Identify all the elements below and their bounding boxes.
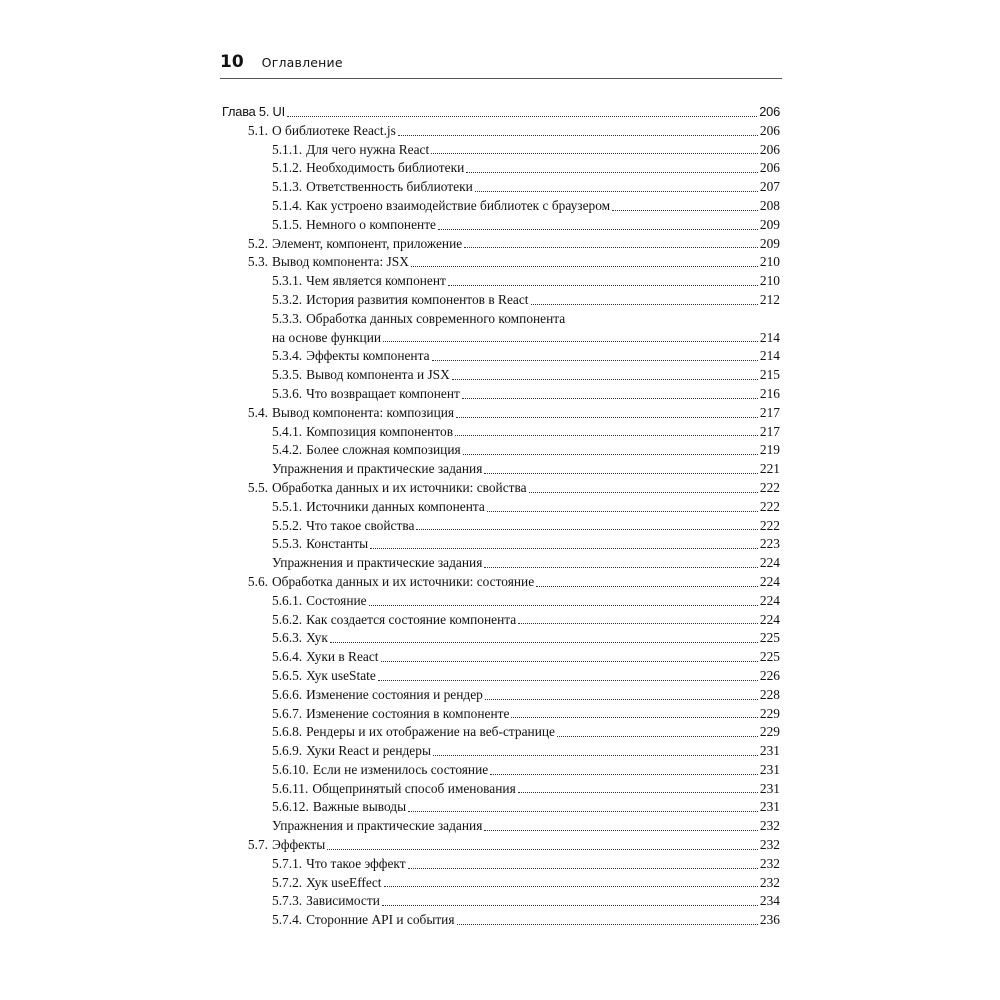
toc-entry bbox=[222, 479, 780, 498]
toc-entry-title: Вывод компонента: композиция bbox=[272, 404, 455, 420]
toc-entry bbox=[222, 780, 780, 799]
toc-entry-title: Упражнения и практические задания bbox=[272, 461, 483, 477]
toc-entry bbox=[222, 535, 780, 554]
toc-entry-title: Изменение состояния в компоненте bbox=[306, 705, 510, 721]
toc-entry-title: Важные выводы bbox=[312, 799, 407, 815]
toc-entry-page: 216 bbox=[759, 385, 780, 401]
toc-entry-number: 5.6.12. bbox=[272, 799, 309, 815]
toc-leader-dots bbox=[466, 172, 758, 173]
toc-entry-number: 5.6.11. bbox=[272, 780, 309, 796]
toc-entry-number: 5.5.3. bbox=[272, 536, 303, 552]
toc-leader-dots bbox=[529, 492, 758, 493]
toc-entry bbox=[222, 366, 780, 385]
toc-leader-dots bbox=[398, 135, 758, 136]
toc-entry bbox=[222, 517, 780, 536]
toc-entry-title: Более сложная композиция bbox=[306, 442, 461, 458]
toc-entry-number: 5.4.1. bbox=[272, 423, 303, 439]
toc-entry-page: 229 bbox=[759, 724, 780, 740]
toc-entry bbox=[222, 836, 780, 855]
toc-entry-page: 225 bbox=[759, 649, 780, 665]
toc-entry-title: Композиция компонентов bbox=[306, 423, 454, 439]
toc-leader-dots bbox=[475, 191, 758, 192]
toc-leader-dots bbox=[485, 699, 758, 700]
toc-entry bbox=[222, 742, 780, 761]
toc-entry-page: 231 bbox=[759, 743, 780, 759]
toc-entry-number: 5.6.4. bbox=[272, 649, 303, 665]
toc-entry-title: Что такое свойства bbox=[306, 517, 415, 533]
toc-entry-number: 5.6.10. bbox=[272, 761, 309, 777]
toc-entry bbox=[222, 385, 780, 404]
toc-leader-dots bbox=[408, 811, 758, 812]
toc-entry-page: 222 bbox=[759, 498, 780, 514]
toc-entry-title: Обработка данных современного компонента bbox=[306, 310, 566, 326]
toc-entry-title: Упражнения и практические задания bbox=[272, 818, 483, 834]
toc-entry bbox=[222, 573, 780, 592]
toc-leader-dots bbox=[511, 717, 757, 718]
toc-entry-title: Как устроено взаимодействие библиотек с браузером bbox=[306, 197, 611, 213]
toc-entry-number: 5.7.4. bbox=[272, 912, 303, 928]
toc-entry-page: 224 bbox=[759, 592, 780, 608]
toc-entry-title: Немного о компоненте bbox=[306, 216, 437, 232]
toc-leader-dots bbox=[369, 605, 758, 606]
toc-entry-number: 5.6.1. bbox=[272, 592, 303, 608]
toc-entry-number: 5.5.1. bbox=[272, 498, 303, 514]
toc-entry-page: 207 bbox=[759, 179, 780, 195]
toc-entry-number: 5.1.5. bbox=[272, 216, 303, 232]
toc-leader-dots bbox=[438, 229, 758, 230]
toc-leader-dots bbox=[382, 905, 758, 906]
toc-entry-title: Хук useEffect bbox=[306, 874, 382, 890]
toc-entry-title: Хуки в React bbox=[306, 649, 379, 665]
toc-leader-dots bbox=[455, 435, 758, 436]
toc-entry-number: 5.7. bbox=[247, 837, 268, 853]
toc-entry-page: 210 bbox=[759, 273, 780, 289]
toc-entry-page: 214 bbox=[759, 348, 780, 364]
toc-leader-dots bbox=[452, 379, 758, 380]
toc-leader-dots bbox=[536, 586, 758, 587]
toc-entry-title: Изменение состояния и рендер bbox=[306, 686, 483, 702]
toc-entry-title: Обработка данных и их источники: свойства bbox=[272, 479, 527, 495]
toc-entry-title: Источники данных компонента bbox=[306, 498, 485, 514]
toc-entry bbox=[222, 911, 780, 930]
toc-entry bbox=[222, 441, 780, 460]
toc-entry-title: Вывод компонента и JSX bbox=[306, 367, 450, 383]
toc-entry bbox=[222, 347, 780, 366]
toc-entry-title: Хук bbox=[306, 630, 328, 646]
toc-entry-number: 5.5.2. bbox=[272, 517, 303, 533]
toc-entry-title: Зависимости bbox=[306, 893, 380, 909]
toc-leader-dots bbox=[484, 567, 758, 568]
toc-entry-page: 208 bbox=[759, 197, 780, 213]
toc-entry bbox=[222, 498, 780, 517]
toc-entry bbox=[222, 611, 780, 630]
toc-leader-dots bbox=[431, 153, 758, 154]
toc-entry-page: 232 bbox=[759, 874, 780, 890]
page-header bbox=[220, 52, 782, 76]
toc-entry bbox=[222, 216, 780, 235]
toc-leader-dots bbox=[416, 529, 757, 530]
toc-entry-title: Упражнения и практические задания bbox=[272, 555, 483, 571]
toc-entry bbox=[222, 235, 780, 254]
toc-entry-page: 224 bbox=[759, 573, 780, 589]
toc-entry-number: 5.1.4. bbox=[272, 197, 303, 213]
toc-entry-page: 221 bbox=[759, 461, 780, 477]
toc-leader-dots bbox=[408, 868, 758, 869]
toc-entry-number: 5.3.4. bbox=[272, 348, 303, 364]
toc-entry bbox=[222, 892, 780, 911]
toc-entry-number: 5.3.3. bbox=[272, 310, 303, 326]
toc-entry-title: Глава 5. UI bbox=[222, 104, 285, 119]
toc-entry bbox=[222, 554, 780, 573]
toc-entry-number: 5.6.7. bbox=[272, 705, 303, 721]
toc-entry-number: 5.6.2. bbox=[272, 611, 303, 627]
toc-entry-page: 206 bbox=[759, 122, 780, 138]
toc-entry bbox=[222, 291, 780, 310]
toc-entry bbox=[222, 817, 780, 836]
toc-entry-number: 5.2. bbox=[247, 235, 268, 251]
toc-entry-title: Необходимость библиотеки bbox=[306, 160, 465, 176]
toc-entry-number: 5.1.2. bbox=[272, 160, 303, 176]
toc-entry bbox=[222, 159, 780, 178]
toc-chapter-entry bbox=[222, 103, 780, 122]
toc-entry bbox=[222, 723, 780, 742]
toc-entry bbox=[222, 404, 780, 423]
toc-entry-page: 210 bbox=[759, 254, 780, 270]
toc-entry bbox=[222, 178, 780, 197]
toc-entry bbox=[222, 705, 780, 724]
toc-leader-dots bbox=[487, 511, 758, 512]
toc-entry-page: 229 bbox=[759, 705, 780, 721]
toc-entry-title: О библиотеке React.js bbox=[272, 122, 396, 138]
toc-entry-page: 209 bbox=[759, 235, 780, 251]
toc-entry-page: 219 bbox=[759, 442, 780, 458]
toc-entry-title: Для чего нужна React bbox=[306, 141, 430, 157]
toc-entry-title: Эффекты компонента bbox=[306, 348, 430, 364]
toc-entry-page: 224 bbox=[759, 611, 780, 627]
page-number: 10 bbox=[220, 52, 244, 72]
toc-entry-page: 217 bbox=[759, 423, 780, 439]
toc-entry-page: 225 bbox=[759, 630, 780, 646]
toc-entry-title: Элемент, компонент, приложение bbox=[272, 235, 463, 251]
toc-entry bbox=[222, 629, 780, 648]
toc-leader-dots bbox=[411, 266, 758, 267]
toc-entry-title: Обработка данных и их источники: состояние bbox=[272, 573, 535, 589]
toc-leader-dots bbox=[383, 341, 758, 342]
toc-entry-number: 5.7.1. bbox=[272, 855, 303, 871]
toc-entry-number: 5.4.2. bbox=[272, 442, 303, 458]
toc-entry-number: 5.1.1. bbox=[272, 141, 303, 157]
toc-leader-dots bbox=[457, 924, 758, 925]
toc-entry-page: 217 bbox=[759, 404, 780, 420]
toc-entry-page: 223 bbox=[759, 536, 780, 552]
toc-leader-dots bbox=[330, 642, 758, 643]
toc-entry-page: 206 bbox=[759, 141, 780, 157]
header-rule bbox=[220, 78, 782, 79]
toc-entry-title-continued: на основе функции bbox=[272, 329, 382, 345]
toc-leader-dots bbox=[612, 210, 758, 211]
toc-entry bbox=[222, 667, 780, 686]
toc-entry-page: 234 bbox=[759, 893, 780, 909]
toc-entry bbox=[222, 761, 780, 780]
running-title: Оглавление bbox=[261, 55, 343, 70]
toc-entry bbox=[222, 592, 780, 611]
toc-entry bbox=[222, 197, 780, 216]
toc-leader-dots bbox=[464, 247, 758, 248]
table-of-contents bbox=[222, 103, 780, 930]
toc-entry-number: 5.6.9. bbox=[272, 743, 303, 759]
toc-entry-number: 5.6. bbox=[247, 573, 268, 589]
toc-entry-page: 231 bbox=[759, 780, 780, 796]
toc-entry-number: 5.3.1. bbox=[272, 273, 303, 289]
toc-entry-title: Хук useState bbox=[306, 667, 376, 683]
toc-leader-dots bbox=[484, 830, 758, 831]
toc-leader-dots bbox=[456, 417, 758, 418]
toc-entry bbox=[222, 874, 780, 893]
toc-entry-page: 215 bbox=[759, 367, 780, 383]
toc-entry-title: Константы bbox=[306, 536, 369, 552]
toc-entry-page: 228 bbox=[759, 686, 780, 702]
toc-entry-page: 232 bbox=[759, 837, 780, 853]
toc-entry-number: 5.7.3. bbox=[272, 893, 303, 909]
toc-entry-title: Что возвращает компонент bbox=[306, 385, 460, 401]
toc-entry-page: 232 bbox=[759, 855, 780, 871]
toc-leader-dots bbox=[531, 304, 758, 305]
toc-leader-dots bbox=[433, 755, 758, 756]
toc-entry bbox=[222, 253, 780, 272]
toc-entry-number: 5.3. bbox=[247, 254, 268, 270]
toc-entry-page: 224 bbox=[759, 555, 780, 571]
toc-entry-number: 5.3.2. bbox=[272, 291, 303, 307]
toc-entry bbox=[222, 423, 780, 442]
toc-entry-page: 209 bbox=[759, 216, 780, 232]
toc-leader-dots bbox=[327, 849, 758, 850]
toc-entry bbox=[222, 648, 780, 667]
toc-entry-number: 5.6.8. bbox=[272, 724, 303, 740]
toc-leader-dots bbox=[557, 736, 758, 737]
toc-entry-title: Если не изменилось состояние bbox=[312, 761, 489, 777]
toc-leader-dots bbox=[448, 285, 758, 286]
toc-entry-page: 206 bbox=[759, 104, 780, 119]
toc-entry-number: 5.6.5. bbox=[272, 667, 303, 683]
toc-entry-number: 5.3.5. bbox=[272, 367, 303, 383]
toc-entry-number: 5.1. bbox=[247, 122, 268, 138]
toc-entry bbox=[222, 798, 780, 817]
toc-leader-dots bbox=[381, 661, 758, 662]
toc-entry-page: 232 bbox=[759, 818, 780, 834]
toc-entry-number: 5.5. bbox=[247, 479, 268, 495]
toc-leader-dots bbox=[384, 886, 758, 887]
toc-entry-title: Вывод компонента: JSX bbox=[272, 254, 409, 270]
toc-entry bbox=[222, 141, 780, 160]
toc-entry-number: 5.1.3. bbox=[272, 179, 303, 195]
toc-entry-title: Эффекты bbox=[272, 837, 326, 853]
toc-entry-title: Хуки React и рендеры bbox=[306, 743, 431, 759]
toc-entry-title: Состояние bbox=[306, 592, 367, 608]
toc-entry-page: 212 bbox=[759, 291, 780, 307]
toc-leader-dots bbox=[432, 360, 758, 361]
toc-leader-dots bbox=[378, 680, 758, 681]
toc-leader-dots bbox=[462, 398, 758, 399]
toc-leader-dots bbox=[490, 774, 758, 775]
toc-entry-title: Чем является компонент bbox=[306, 273, 446, 289]
toc-entry bbox=[222, 460, 780, 479]
toc-entry-title: Сторонние API и события bbox=[306, 912, 455, 928]
toc-entry-number: 5.6.6. bbox=[272, 686, 303, 702]
toc-leader-dots bbox=[463, 454, 758, 455]
toc-entry-title: Общепринятый способ именования bbox=[312, 780, 516, 796]
toc-entry-page: 206 bbox=[759, 160, 780, 176]
toc-entry-page: 222 bbox=[759, 479, 780, 495]
toc-entry-title: Что такое эффект bbox=[306, 855, 406, 871]
toc-entry bbox=[222, 686, 780, 705]
toc-entry-title: Рендеры и их отображение на веб-странице bbox=[306, 724, 555, 740]
toc-entry-title: Ответственность библиотеки bbox=[306, 179, 473, 195]
toc-entry bbox=[222, 272, 780, 291]
toc-entry-number: 5.4. bbox=[247, 404, 268, 420]
toc-entry-page: 236 bbox=[759, 912, 780, 928]
toc-entry-page: 231 bbox=[759, 799, 780, 815]
toc-leader-dots bbox=[370, 548, 758, 549]
toc-leader-dots bbox=[518, 792, 758, 793]
toc-leader-dots bbox=[518, 623, 758, 624]
toc-entry-page: 222 bbox=[759, 517, 780, 533]
toc-entry-title: История развития компонентов в React bbox=[306, 291, 529, 307]
toc-entry-number: 5.7.2. bbox=[272, 874, 303, 890]
toc-entry-number: 5.6.3. bbox=[272, 630, 303, 646]
toc-entry-number: 5.3.6. bbox=[272, 385, 303, 401]
toc-entry-title: Как создается состояние компонента bbox=[306, 611, 517, 627]
toc-entry bbox=[222, 310, 780, 329]
toc-leader-dots bbox=[287, 116, 757, 117]
toc-entry bbox=[222, 855, 780, 874]
toc-entry bbox=[222, 122, 780, 141]
toc-entry-page: 214 bbox=[759, 329, 780, 345]
toc-entry-continuation bbox=[222, 329, 780, 348]
toc-entry-page: 226 bbox=[759, 667, 780, 683]
toc-entry-page: 231 bbox=[759, 761, 780, 777]
toc-leader-dots bbox=[484, 473, 758, 474]
